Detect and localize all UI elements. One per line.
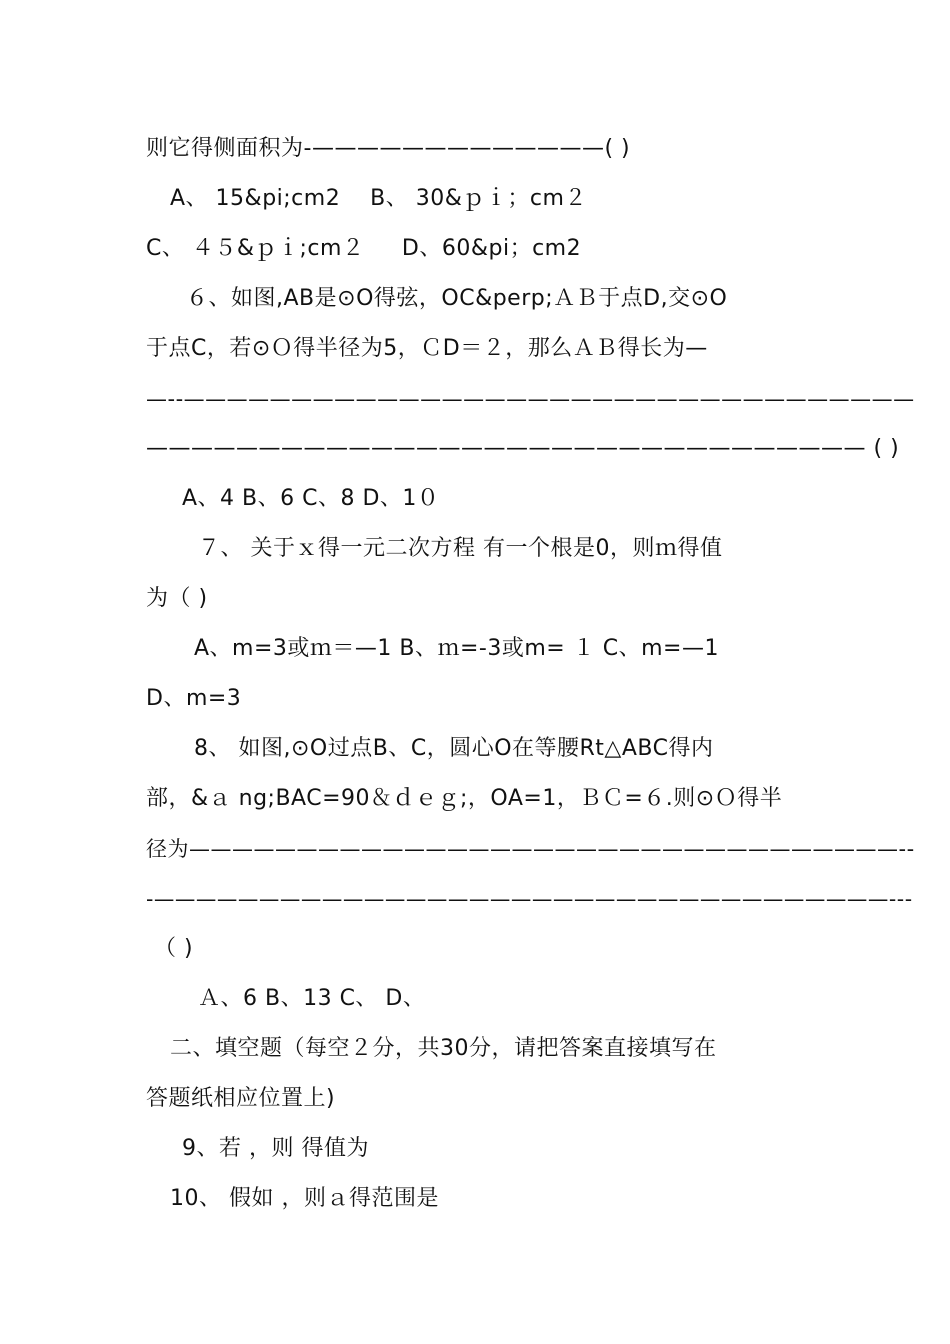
text-line-question8-dashes-1: 径为—————————————————————————————————-- [146, 837, 915, 861]
text-line-question8-paren: （ ) [154, 936, 194, 961]
text-line-question6-1: ６、如图,AB是⊙O得弦，OC&perp;ＡＢ于点D,交⊙O [186, 286, 728, 311]
text-line-q5-options-cd: C、 ４５&ｐｉ;cm２ D、60&pi；cm2 [146, 236, 582, 261]
text-line-question8-2: 部，&ａ ng;BAC=90＆ｄｅｇ;，OA=1，ＢＣ=６.则⊙Ｏ得半 [146, 786, 783, 811]
text-line-question7-1: ７、 关于ｘ得一元二次方程 有一个根是0，则ｍ得值 [198, 536, 723, 561]
text-line-question8-1: 8、 如图,⊙O过点B、C，圆心O在等腰Rt△ABC得内 [194, 736, 714, 761]
section-heading-fill-blank: 二、填空题（每空２分，共30分，请把答案直接填写在 [170, 1036, 717, 1061]
text-line-question5-tail: 则它得侧面积为-—————————————( ) [146, 136, 631, 161]
text-line-q8-options: Ａ、6 B、13 C、 D、 [198, 986, 426, 1011]
text-line-question6-dashes-2: ———————————————————————————————— ( ) [146, 436, 900, 461]
text-line-question6-2: 于点C，若⊙Ｏ得半径为5，ＣD＝２，那么ＡＢ得长为— [146, 336, 708, 361]
text-line-q6-options: A、4 B、6 C、8 D、1０ [182, 486, 440, 511]
text-line-question7-2: 为（ ) [146, 586, 208, 611]
text-line-q7-options-2: D、m=3 [146, 686, 242, 711]
section-heading-fill-blank-cont: 答题纸相应位置上) [146, 1086, 336, 1111]
text-line-q5-options-ab: A、 15&pi;cm2 B、 30&ｐｉ；cm２ [170, 186, 587, 211]
text-line-q7-options-1: A、m=3或ｍ＝—1 B、ｍ=-3或m= １ C、m=—1 [194, 636, 719, 661]
text-line-question10: 10、 假如 ，则ａ得范围是 [170, 1186, 439, 1211]
text-line-question9: 9、若 ，则 得值为 [182, 1136, 369, 1161]
text-line-question8-dashes-2: -———————————————————————————————————--- [146, 887, 913, 911]
text-line-question6-dashes-1: —--—————————————————————————————————— [146, 387, 915, 411]
